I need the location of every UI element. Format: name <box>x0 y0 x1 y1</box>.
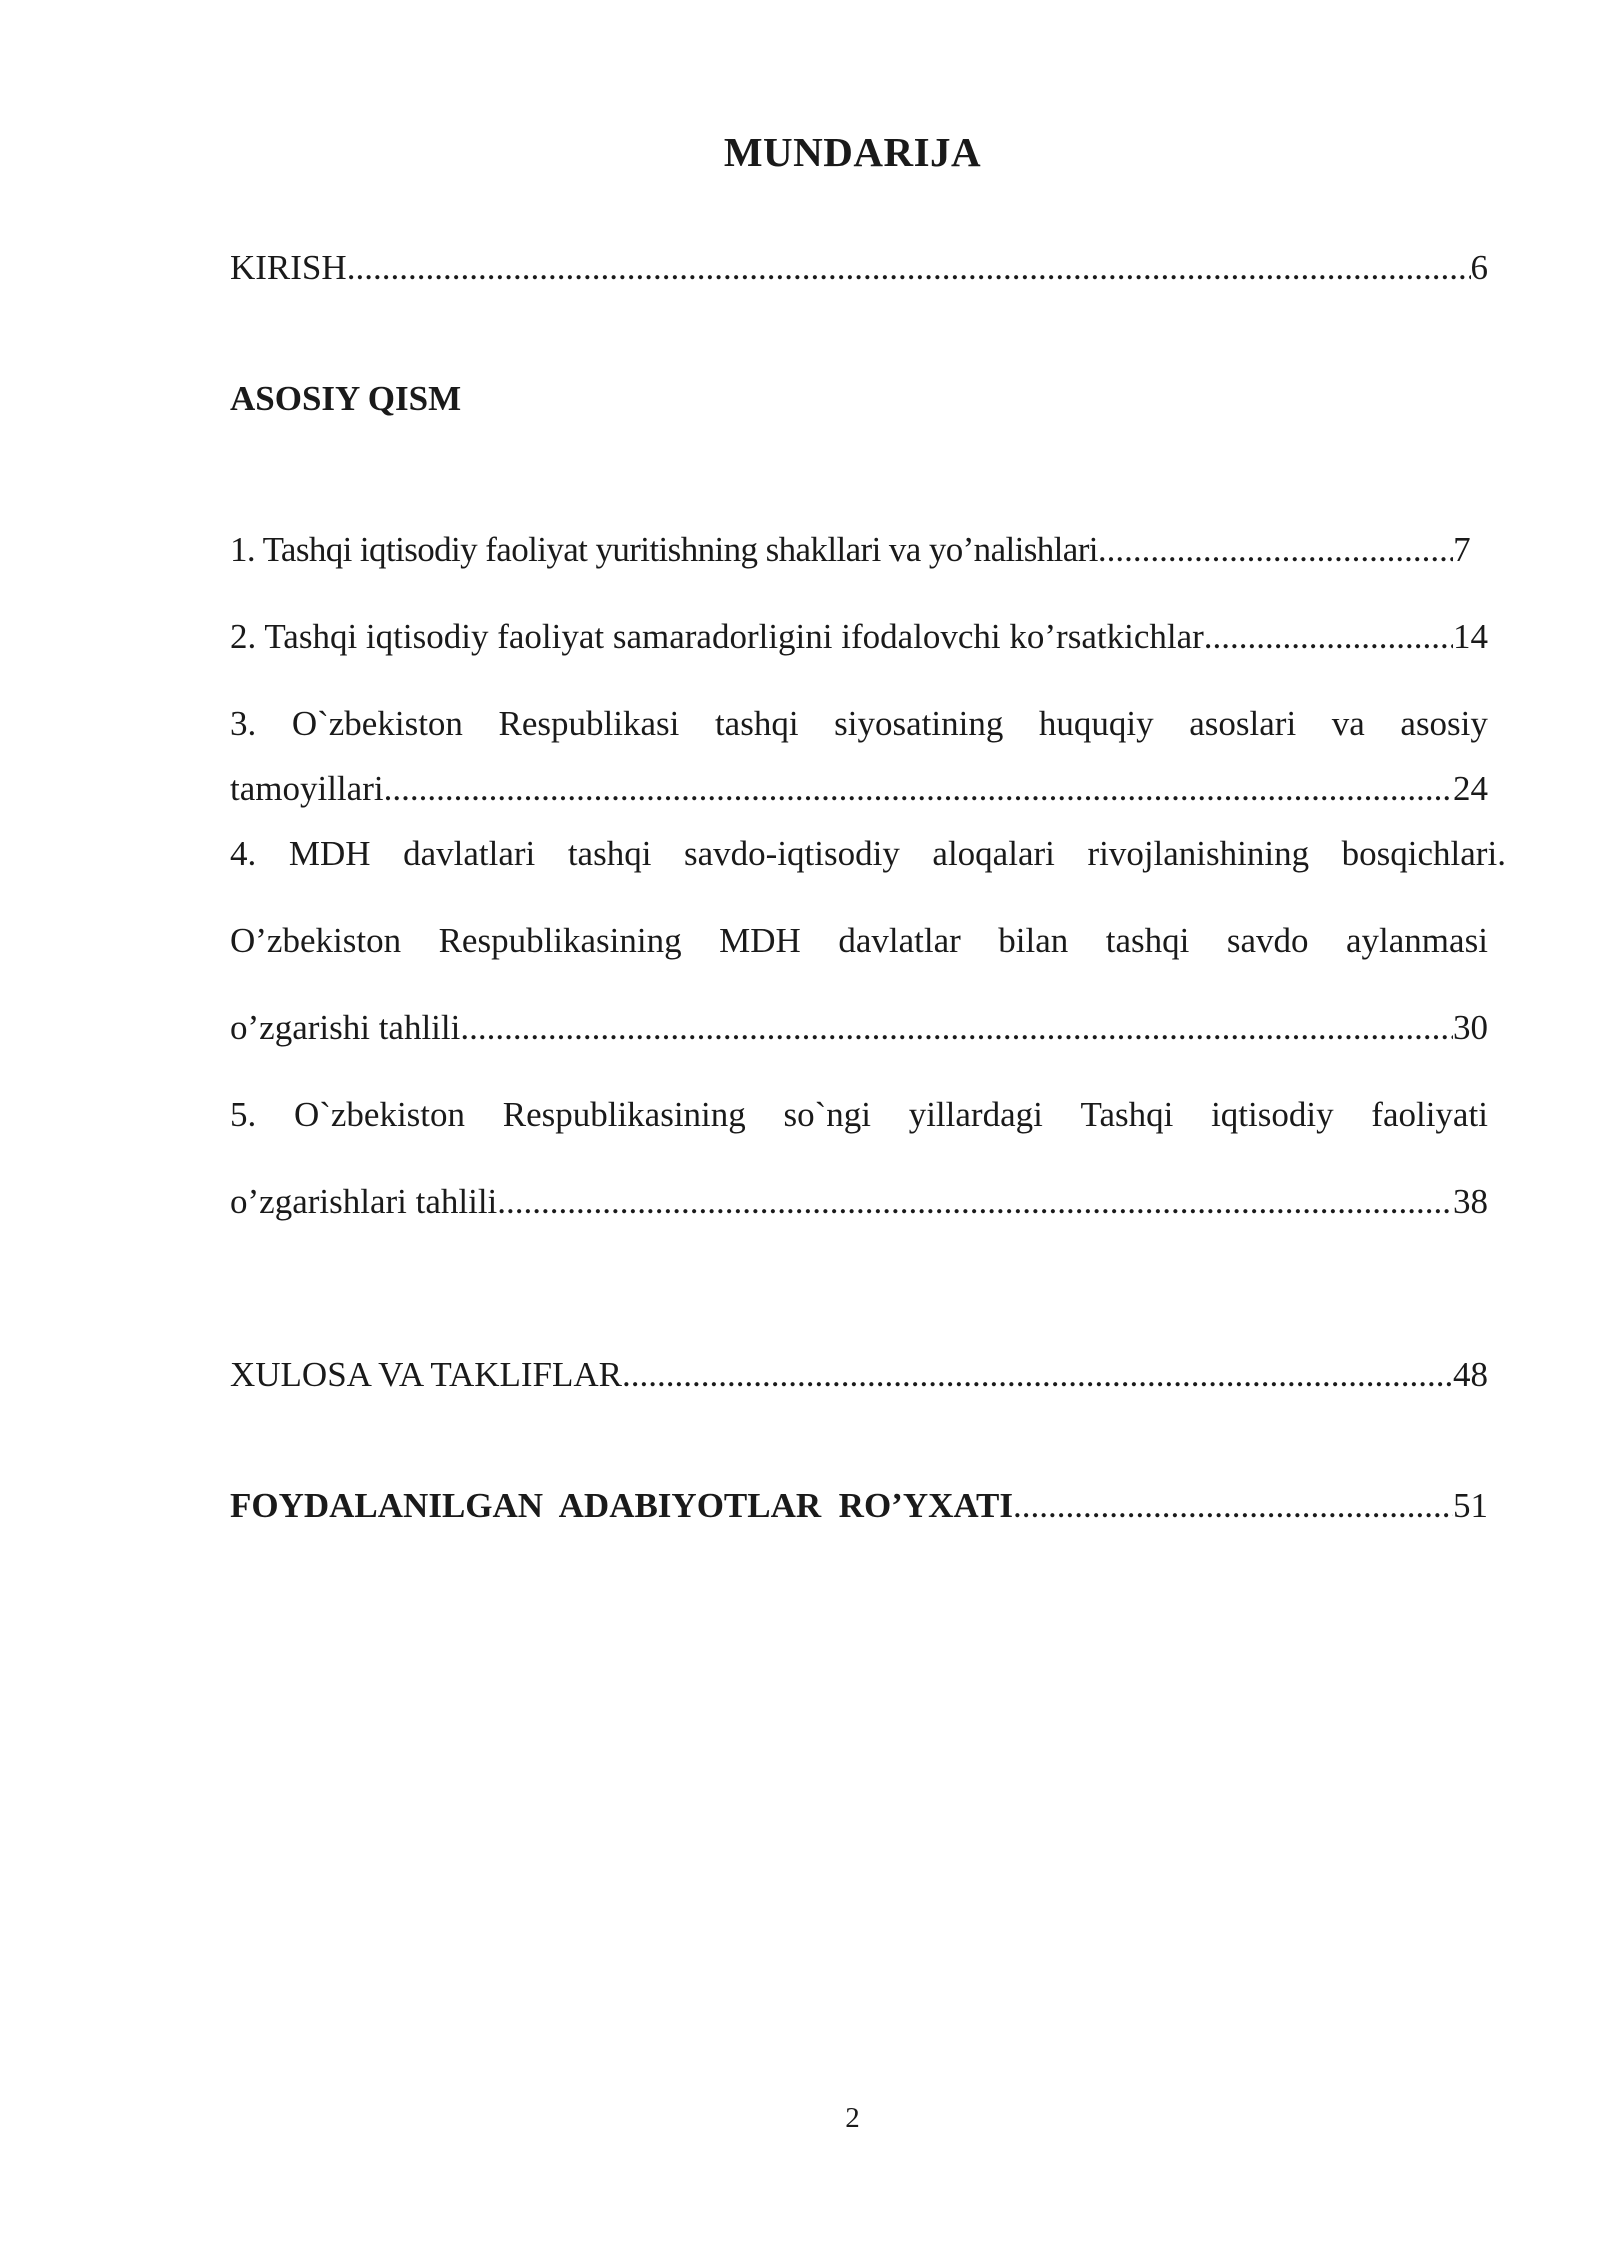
toc-entry-label: o’zgarishlari tahlili <box>230 1182 498 1221</box>
toc-leader-dots <box>1098 529 1453 571</box>
toc-word: Tashqi <box>1080 1095 1174 1134</box>
toc-entry-label: 2. Tashqi iqtisodiy faoliyat samaradorligini ifodalovchi ko’rsatkichlar <box>230 617 1204 656</box>
toc-entry-label: 1. Tashqi iqtisodiy faoliyat yuritishning shakllari va yo’nalishlari <box>230 530 1098 569</box>
toc-word: aylanmasi <box>1346 921 1488 960</box>
toc-word: 4. <box>230 834 257 873</box>
toc-word: O’zbekiston <box>230 921 402 960</box>
toc-word: yillardagi <box>908 1095 1043 1134</box>
toc-entry-chapter-4-line1[interactable] <box>230 833 1506 875</box>
toc-word: siyosatining <box>834 704 1004 743</box>
toc-entry-chapter-5-line1[interactable] <box>230 1094 1488 1136</box>
toc-word: rivojlanishining <box>1087 834 1310 873</box>
toc-word: bosqichlari. <box>1341 834 1506 873</box>
toc-word: O`zbekiston <box>291 704 463 743</box>
toc-entry-label: o’zgarishi tahlili <box>230 1008 461 1047</box>
toc-word: asoslari <box>1189 704 1297 743</box>
toc-entry-label: XULOSA VA TAKLIFLAR <box>230 1355 622 1394</box>
toc-leader-dots <box>622 1354 1453 1396</box>
toc-leader-dots <box>384 768 1453 810</box>
toc-word: davlatlari <box>403 834 536 873</box>
toc-leader-dots <box>460 1007 1453 1049</box>
toc-entry-chapter-4-line2[interactable] <box>230 920 1488 962</box>
toc-word: Respublikasi <box>498 704 680 743</box>
toc-word: 5. <box>230 1095 257 1134</box>
toc-word: tashqi <box>1105 921 1190 960</box>
toc-word: faoliyati <box>1371 1095 1488 1134</box>
toc-entry-page: 6 <box>1470 248 1488 287</box>
toc-entry-page: 48 <box>1453 1355 1488 1394</box>
toc-entry-page: 51 <box>1453 1486 1488 1525</box>
toc-entry-label: KIRISH <box>230 248 347 287</box>
toc-word: so`ngi <box>783 1095 871 1134</box>
toc-word: O`zbekiston <box>293 1095 466 1134</box>
page-number: 2 <box>845 2102 860 2134</box>
toc-entry-chapter-3[interactable] <box>230 768 1488 810</box>
toc-word: savdo-iqtisodiy <box>684 834 900 873</box>
toc-entry-references[interactable] <box>230 1485 1488 1527</box>
toc-entry-label: FOYDALANILGAN ADABIYOTLAR RO’YXATI <box>230 1486 1014 1525</box>
section-heading: ASOSIY QISM <box>230 379 462 418</box>
toc-word: huquqiy <box>1038 704 1154 743</box>
toc-word: va <box>1331 704 1365 743</box>
toc-word: 3. <box>230 704 257 743</box>
toc-leader-dots <box>347 247 1471 289</box>
toc-entry-chapter-2[interactable] <box>230 616 1488 658</box>
toc-entry-conclusion[interactable] <box>230 1354 1488 1396</box>
toc-word: MDH <box>288 834 371 873</box>
toc-word: tashqi <box>567 834 652 873</box>
page-title: MUNDARIJA <box>723 129 982 175</box>
toc-entry-label: tamoyillari <box>230 769 384 808</box>
toc-entry-page: 38 <box>1453 1182 1488 1221</box>
toc-word: Respublikasining <box>438 921 682 960</box>
toc-leader-dots <box>497 1181 1453 1223</box>
toc-word: MDH <box>719 921 801 960</box>
toc-entry-page: 7 <box>1453 530 1470 569</box>
toc-word: bilan <box>998 921 1069 960</box>
toc-word: davlatlar <box>838 921 961 960</box>
toc-entry-page: 24 <box>1453 769 1488 808</box>
toc-entry-chapter-1[interactable] <box>230 529 1488 571</box>
toc-entry-chapter-4[interactable] <box>230 1007 1488 1049</box>
toc-entry-chapter-5[interactable] <box>230 1181 1488 1223</box>
toc-word: iqtisodiy <box>1211 1095 1334 1134</box>
toc-entry-intro[interactable] <box>230 247 1488 289</box>
toc-entry-page: 30 <box>1453 1008 1488 1047</box>
toc-entry-page: 14 <box>1453 617 1488 656</box>
toc-word: tashqi <box>714 704 799 743</box>
toc-word: aloqalari <box>932 834 1055 873</box>
toc-word: asosiy <box>1400 704 1488 743</box>
toc-leader-dots <box>1204 616 1453 658</box>
toc-entry-chapter-3-line1[interactable] <box>230 703 1488 745</box>
toc-leader-dots <box>1013 1485 1453 1527</box>
toc-word: Respublikasining <box>502 1095 746 1134</box>
toc-word: savdo <box>1226 921 1309 960</box>
